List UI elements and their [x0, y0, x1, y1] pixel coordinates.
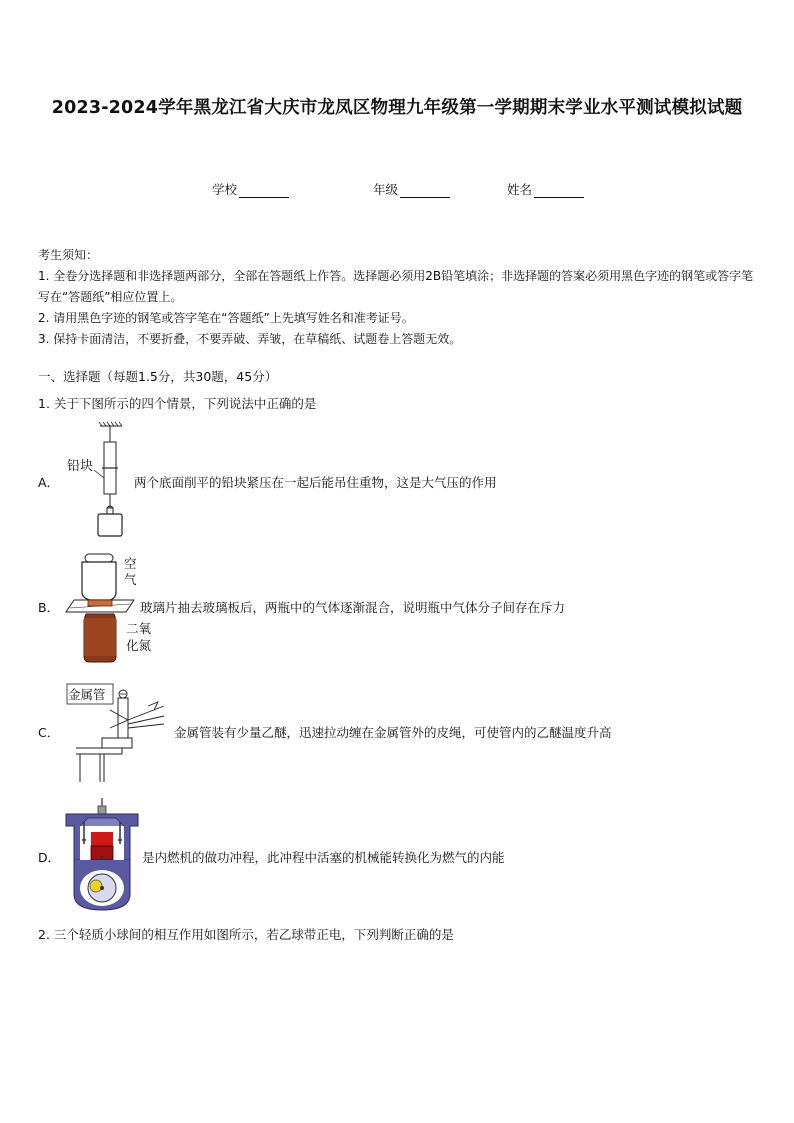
option-c-text[interactable]: 金属管装有少量乙醚，迅速拉动缠在金属管外的皮绳，可使管内的乙醚温度升高	[174, 725, 612, 740]
notice-heading: 考生须知：	[38, 248, 99, 262]
page-title: 2023-2024学年黑龙江省大庆市龙凤区物理九年级第一学期期末学业水平测试模拟试题	[51, 98, 743, 118]
option-a-text[interactable]: 两个底面削平的铅块紧压在一起后能吊住重物，这是大气压的作用	[134, 475, 497, 490]
nitrogen-dioxide-label: 二氧化氮	[126, 621, 152, 653]
question-1-stem: 1. 关于下图所示的四个情景，下列说法中正确的是	[38, 396, 317, 411]
name-field	[507, 180, 584, 198]
option-d-letter: D．	[38, 850, 61, 865]
school-field	[212, 180, 289, 198]
option-a-letter: A．	[38, 475, 60, 490]
notice-item-1: 1. 全卷分选择题和非选择题两部分，全部在答题纸上作答。选择题必须用2B铅笔填涂；非选择题的答案必须用黑色字迹的钢笔或答字笔写在“答题纸”相应位置上。	[38, 269, 754, 304]
air-label: 空气	[124, 556, 137, 587]
metal-tube-label: 金属管	[68, 687, 106, 702]
grade-label: 年级	[373, 182, 399, 197]
school-label: 学校	[212, 182, 238, 197]
name-blank[interactable]	[534, 183, 584, 198]
notice-item-3: 3. 保持卡面清洁，不要折叠，不要弄破、弄皱，在草稿纸、试题卷上答题无效。	[38, 332, 462, 346]
option-c-letter: C．	[38, 725, 60, 740]
grade-field	[373, 180, 450, 198]
engine-power-stroke-figure	[62, 796, 142, 914]
notice-item-2: 2. 请用黑色字迹的钢笔或答字笔在“答题纸”上先填写姓名和准考证号。	[38, 311, 414, 325]
section-heading: 一、选择题（每题1.5分，共30题，45分）	[38, 369, 278, 384]
grade-blank[interactable]	[400, 183, 450, 198]
option-b-text[interactable]: 玻璃片抽去玻璃板后，两瓶中的气体逐渐混合，说明瓶中气体分子间存在斥力	[140, 600, 566, 615]
option-d-text[interactable]: 是内燃机的做功冲程，此冲程中活塞的机械能转换化为燃气的内能	[142, 850, 505, 865]
option-b-letter: B．	[38, 600, 60, 615]
question-2-stem: 2. 三个轻质小球间的相互作用如图所示，若乙球带正电，下列判断正确的是	[38, 927, 454, 942]
lead-block-label: 铅块	[67, 459, 94, 474]
exam-notice	[38, 245, 758, 350]
school-blank[interactable]	[239, 183, 289, 198]
student-info-fields	[0, 180, 794, 200]
name-label: 姓名	[507, 182, 533, 197]
lead-block-figure	[62, 420, 134, 545]
